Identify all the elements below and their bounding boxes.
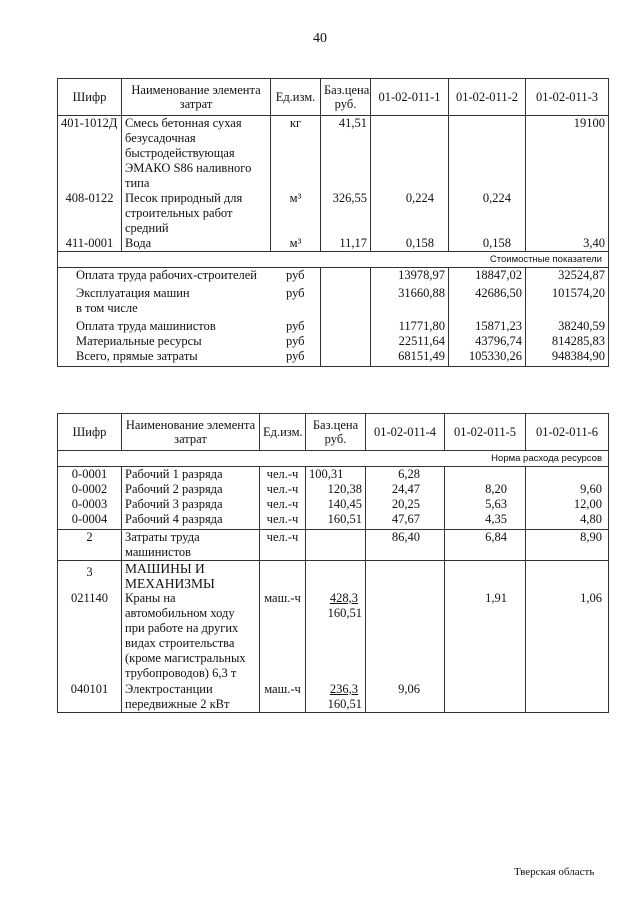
cost-v1: 22511,64 bbox=[371, 334, 449, 349]
price-current: 428,3 bbox=[329, 591, 358, 605]
cost-v3: 814285,83 bbox=[526, 334, 609, 349]
cell-name: Рабочий 2 разряда bbox=[122, 482, 260, 497]
cell-v1 bbox=[371, 116, 449, 192]
cost-v3: 101574,20 bbox=[526, 283, 609, 301]
section-label-row bbox=[58, 451, 609, 467]
cell-code: 021140 bbox=[58, 591, 122, 681]
cell-v1: 9,06 bbox=[366, 681, 445, 713]
cell-v2: 4,35 bbox=[445, 512, 526, 530]
cell-v1 bbox=[366, 591, 445, 681]
cell-price: 140,45 bbox=[306, 497, 366, 512]
cell-v3: 3,40 bbox=[526, 236, 609, 252]
cell-name: Смесь бетонная сухая безусадочная быстродействующая ЭМАКО S86 наливного типа bbox=[122, 116, 271, 192]
cell-v3 bbox=[526, 681, 609, 713]
cell-price bbox=[306, 681, 366, 713]
empty-cell bbox=[306, 561, 366, 592]
cost-v2: 15871,23 bbox=[449, 316, 526, 334]
section-label: Стоимостные показатели bbox=[58, 252, 609, 268]
cell-price: 41,51 bbox=[321, 116, 371, 192]
cell-v3: 19100 bbox=[526, 116, 609, 192]
cell-v3: 1,06 bbox=[526, 591, 609, 681]
cell-v2: 0,224 bbox=[449, 191, 526, 236]
empty-cell bbox=[526, 561, 609, 592]
section-label-row bbox=[58, 252, 609, 268]
cell-v2 bbox=[445, 681, 526, 713]
cost-price bbox=[321, 334, 371, 349]
cell-v3: 12,00 bbox=[526, 497, 609, 512]
cost-row-total bbox=[58, 349, 609, 367]
cost-unit: руб bbox=[271, 334, 321, 349]
cell-code: 411-0001 bbox=[58, 236, 122, 252]
section-machines-row bbox=[58, 561, 609, 592]
cell-v3 bbox=[526, 191, 609, 236]
table-header-row bbox=[58, 79, 609, 116]
header-name: Наименование элемента затрат bbox=[122, 79, 271, 116]
cell-v2: 0,158 bbox=[449, 236, 526, 252]
cell-name: Рабочий 3 разряда bbox=[122, 497, 260, 512]
cell-v2 bbox=[449, 116, 526, 192]
cost-v3: 32524,87 bbox=[526, 268, 609, 284]
cell-price bbox=[306, 530, 366, 561]
cost-v2: 105330,26 bbox=[449, 349, 526, 367]
cell-name: Затраты труда машинистов bbox=[122, 530, 260, 561]
cell-v1: 0,224 bbox=[371, 191, 449, 236]
cost-price bbox=[321, 268, 371, 284]
cost-v3: 38240,59 bbox=[526, 316, 609, 334]
cell-unit: маш.-ч bbox=[260, 681, 306, 713]
cell-unit: кг bbox=[271, 116, 321, 192]
cell-code: 401-1012Д bbox=[58, 116, 122, 192]
table-row bbox=[58, 681, 609, 713]
cell-v3: 9,60 bbox=[526, 482, 609, 497]
cost-unit: руб bbox=[271, 349, 321, 367]
header-price: Баз.цена руб. bbox=[306, 414, 366, 451]
cell-price: 326,55 bbox=[321, 191, 371, 236]
header-unit: Ед.изм. bbox=[260, 414, 306, 451]
cost-v2: 18847,02 bbox=[449, 268, 526, 284]
cell-v2: 8,20 bbox=[445, 482, 526, 497]
cell-price: 120,38 bbox=[306, 482, 366, 497]
cost-v1: 11771,80 bbox=[371, 316, 449, 334]
header-col-1: 01-02-011-1 bbox=[371, 79, 449, 116]
cell-code: 408-0122 bbox=[58, 191, 122, 236]
cell-name: Песок природный для строительных работ средний bbox=[122, 191, 271, 236]
header-code: Шифр bbox=[58, 79, 122, 116]
cell-unit: маш.-ч bbox=[260, 591, 306, 681]
cost-v1: 68151,49 bbox=[371, 349, 449, 367]
cell-price: 100,31 bbox=[306, 467, 366, 483]
section-label: Норма расхода ресурсов bbox=[58, 451, 609, 467]
table-row bbox=[58, 497, 609, 512]
section-title: МАШИНЫ И МЕХАНИЗМЫ bbox=[122, 561, 260, 592]
table-row bbox=[58, 191, 609, 236]
resource-table-2 bbox=[57, 413, 609, 713]
cell-v1: 47,67 bbox=[366, 512, 445, 530]
cell-v2: 5,63 bbox=[445, 497, 526, 512]
cell-v2 bbox=[445, 467, 526, 483]
cost-v3 bbox=[526, 301, 609, 316]
cost-v2: 43796,74 bbox=[449, 334, 526, 349]
cost-name: Материальные ресурсы bbox=[58, 334, 271, 349]
cell-name: Электростанции передвижные 2 кВт bbox=[122, 681, 260, 713]
cost-row bbox=[58, 316, 609, 334]
cell-name: Рабочий 1 разряда bbox=[122, 467, 260, 483]
cost-unit bbox=[271, 301, 321, 316]
cost-unit: руб bbox=[271, 268, 321, 284]
cell-code: 040101 bbox=[58, 681, 122, 713]
table-row bbox=[58, 482, 609, 497]
cell-unit: чел.-ч bbox=[260, 512, 306, 530]
cost-price bbox=[321, 301, 371, 316]
cost-v2 bbox=[449, 301, 526, 316]
header-col-4: 01-02-011-4 bbox=[366, 414, 445, 451]
cell-name: Вода bbox=[122, 236, 271, 252]
cell-unit: чел.-ч bbox=[260, 497, 306, 512]
cost-unit: руб bbox=[271, 316, 321, 334]
cell-code: 0-0003 bbox=[58, 497, 122, 512]
cell-code: 0-0004 bbox=[58, 512, 122, 530]
cell-v1: 24,47 bbox=[366, 482, 445, 497]
cost-row bbox=[58, 301, 609, 316]
empty-cell bbox=[260, 561, 306, 592]
cost-row bbox=[58, 334, 609, 349]
cell-v1: 86,40 bbox=[366, 530, 445, 561]
cell-v2: 1,91 bbox=[445, 591, 526, 681]
header-price: Баз.цена руб. bbox=[321, 79, 371, 116]
cost-name: Оплата труда рабочих-строителей bbox=[58, 268, 271, 284]
section-code: 3 bbox=[58, 561, 122, 592]
price-operator: 160,51 bbox=[327, 606, 362, 620]
cell-v3 bbox=[526, 467, 609, 483]
cell-unit: чел.-ч bbox=[260, 482, 306, 497]
cell-v3: 8,90 bbox=[526, 530, 609, 561]
header-col-3: 01-02-011-3 bbox=[526, 79, 609, 116]
cost-v1 bbox=[371, 301, 449, 316]
cell-price bbox=[306, 591, 366, 681]
price-current: 236,3 bbox=[329, 682, 358, 696]
cost-price bbox=[321, 349, 371, 367]
cost-name: Оплата труда машинистов bbox=[58, 316, 271, 334]
cell-code: 0-0002 bbox=[58, 482, 122, 497]
cost-price bbox=[321, 316, 371, 334]
footer-region: Тверская область bbox=[514, 866, 595, 878]
header-col-5: 01-02-011-5 bbox=[445, 414, 526, 451]
table-row bbox=[58, 512, 609, 530]
cell-v1: 0,158 bbox=[371, 236, 449, 252]
cell-v1: 20,25 bbox=[366, 497, 445, 512]
table-row-operator-labor bbox=[58, 530, 609, 561]
table-row bbox=[58, 236, 609, 252]
cost-v2: 42686,50 bbox=[449, 283, 526, 301]
table-row bbox=[58, 467, 609, 483]
cost-price bbox=[321, 283, 371, 301]
cell-code: 2 bbox=[58, 530, 122, 561]
cell-price: 160,51 bbox=[306, 512, 366, 530]
cost-name: Эксплуатация машин bbox=[58, 283, 271, 301]
empty-cell bbox=[366, 561, 445, 592]
cell-name: Краны на автомобильном ходу при работе на других видах строительства (кроме магистральных трубопроводов) 6,3 т bbox=[122, 591, 260, 681]
cost-v3: 948384,90 bbox=[526, 349, 609, 367]
cell-code: 0-0001 bbox=[58, 467, 122, 483]
cell-unit: м³ bbox=[271, 236, 321, 252]
header-code: Шифр bbox=[58, 414, 122, 451]
cost-unit: руб bbox=[271, 283, 321, 301]
table-row bbox=[58, 591, 609, 681]
cost-v1: 13978,97 bbox=[371, 268, 449, 284]
cost-name: Всего, прямые затраты bbox=[58, 349, 271, 367]
cell-v2: 6,84 bbox=[445, 530, 526, 561]
resource-table-1 bbox=[57, 78, 609, 367]
table-header-row bbox=[58, 414, 609, 451]
cost-row bbox=[58, 268, 609, 284]
cell-unit: чел.-ч bbox=[260, 467, 306, 483]
price-operator: 160,51 bbox=[327, 697, 362, 711]
header-col-2: 01-02-011-2 bbox=[449, 79, 526, 116]
cost-v1: 31660,88 bbox=[371, 283, 449, 301]
cell-price: 11,17 bbox=[321, 236, 371, 252]
header-name: Наименование элемента затрат bbox=[122, 414, 260, 451]
page-number: 40 bbox=[313, 31, 327, 46]
empty-cell bbox=[445, 561, 526, 592]
cost-name: в том числе bbox=[58, 301, 271, 316]
cell-unit: чел.-ч bbox=[260, 530, 306, 561]
cell-v3: 4,80 bbox=[526, 512, 609, 530]
cell-unit: м³ bbox=[271, 191, 321, 236]
cell-name: Рабочий 4 разряда bbox=[122, 512, 260, 530]
cell-v1: 6,28 bbox=[366, 467, 445, 483]
cost-row bbox=[58, 283, 609, 301]
header-unit: Ед.изм. bbox=[271, 79, 321, 116]
header-col-6: 01-02-011-6 bbox=[526, 414, 609, 451]
table-row bbox=[58, 116, 609, 192]
